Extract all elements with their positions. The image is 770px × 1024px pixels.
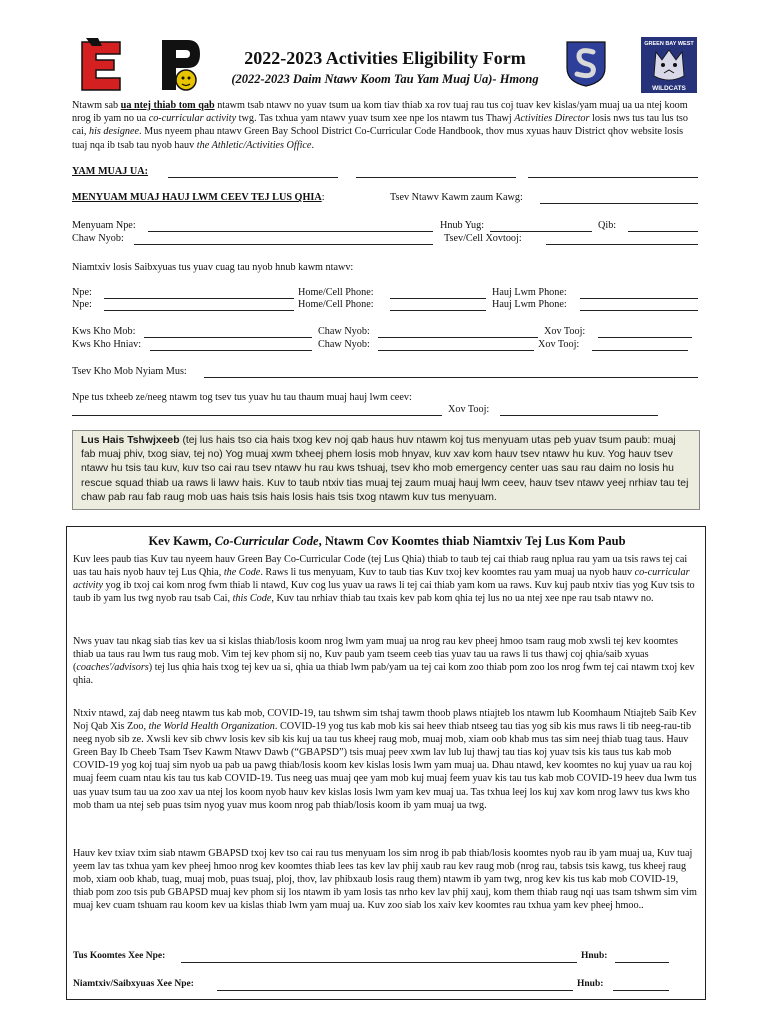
intro-text: . Mus nyeem phau ntawv Green Bay School District Co-Curricular Code Handbook, thov mus xyuas hauv District qhov website losis tuaj nqa ib tsab tau nyob hauv bbox=[72, 126, 684, 151]
code-title-part: Kev Kawm, bbox=[148, 534, 215, 548]
participant-date-label: Hnub: bbox=[581, 951, 608, 961]
intro-italic: Activities Director bbox=[514, 113, 590, 125]
relative-contact-field[interactable] bbox=[72, 406, 442, 416]
dentist-label: Kws Kho Hniav: bbox=[72, 339, 142, 350]
parent-signature-field[interactable] bbox=[217, 981, 573, 991]
last-school-label: Tsev Ntawv Kawm zaum Kawg: bbox=[390, 192, 523, 203]
hospital-row bbox=[72, 366, 700, 380]
para-text: . COVID-19 yog tus kab mob kis sai heev thiab ntseeg tau tias yog sib kis mus raws li tib neeg-rau-tib neeg nyob sib ze. Xwsli kev sib chwv losis kev sib kis kuj ua tau tus kheej raug mob, muaj mob, xiam oob khab mus tas sim neej thiab tuag taus. Hauv Green Bay Ib Cheeb Tsam Tsev Kawm Ntawv Dawb (“GBAPSD”) tsis muaj peev xwm lav lub luj thawj tau tias koj yuav tsis kis taus tus kab mob COVID-19 yog koj tuaj sim nyob ua pab ua pawg thiab/losis koom kev kislas losis lwm yam muaj ua. Dhau ntawd, kev koomtes no kuj yuav ua rau koj muaj feem cuam ntau kis tau tus kab COVID-19. Tus neeg uas muaj qee yam mob kuj muaj feem yuav kis tau tus kab mob COVID-19 heev dua lwm tus uas yuav tsum tau ua zoo xav ua ntej los koom nyob hauv kev kislas losis lwm yam kev muaj ua. Tas txhua leej los kuj xav kom nrog lawv tus kws kho mob tham ua ntej seb puas tsim nyog yuav mus koom nrog pab thiab/losis koom ib yam muaj ua twg. bbox=[73, 721, 697, 811]
parent-2-home-phone-field[interactable] bbox=[390, 301, 486, 311]
parent-2-name-field[interactable] bbox=[104, 301, 294, 311]
special-notes-title: Lus Hais Tshwjxeeb bbox=[81, 435, 180, 446]
parent-signature-row bbox=[73, 979, 699, 993]
dentist-phone-label: Xov Tooj: bbox=[538, 339, 580, 350]
dentist-row bbox=[72, 339, 700, 353]
student-info-header-row bbox=[72, 192, 700, 206]
hospital-label: Tsev Kho Mob Nyiam Mus: bbox=[72, 366, 187, 377]
code-title-part: , Ntawm Cov Koomtes thiab Niamtxiv Tej Lus Kom Paub bbox=[318, 534, 626, 548]
parent-1-name-label: Npe: bbox=[72, 287, 92, 298]
dentist-address-field[interactable] bbox=[378, 341, 534, 351]
doctor-label: Kws Kho Mob: bbox=[72, 326, 136, 337]
address-row bbox=[72, 233, 700, 247]
parent-1-home-phone-field[interactable] bbox=[390, 289, 486, 299]
relative-contact-row bbox=[72, 404, 700, 418]
code-paragraph-2 bbox=[73, 635, 699, 687]
code-paragraph-4: Hauv kev txiav txim siab ntawm GBAPSD txoj kev tso cai rau tus menyuam los sim nrog ib pab thiab/losis koomtes nyob rau ib yam muaj ua, Kuv tuaj yeem lav tas txhua yam kev pheej hmoo nrog kev koomtes thiab lees tas kev lav phij xaub rau kev raug mob (nrog rau, tabsis tsis kawg, tus kheej raug mob, xiam oob khab, tuag, muaj mob, puas tsuaj, ploj, thov, lav phibxaub losis raug them) ntawm ib yam twg, nrog kev kis tus kab mob COVID-19, thiab pom zoo tsis pub GBAPSD muaj kev phom sij los ntawm ib yam losis tas nrho kev lav phij xauj, kom them thiab raug nqi uas tsam tshwm sim vim muaj kev cuam tshuam rau koom kev ua kislas thiab lwm yam muaj ua. Kuv zoo siab los xaiv kev koomtes rau txhua yam kev pheej hmoo.. bbox=[73, 848, 697, 912]
co-curricular-code-box bbox=[66, 526, 706, 1000]
birthdate-label: Hnub Yug: bbox=[440, 220, 485, 231]
doctor-phone-field[interactable] bbox=[598, 328, 692, 338]
colon: : bbox=[321, 192, 325, 203]
para-text: . Raws li tus menyuam, Kuv to taub tias Kuv txoj kev koomtes rau yam muaj ua nyob hauv bbox=[260, 567, 635, 579]
doctor-address-field[interactable] bbox=[378, 328, 538, 338]
address-label: Chaw Nyob: bbox=[72, 233, 124, 244]
special-notes-box bbox=[72, 430, 700, 510]
parent-signature-label: Niamtxiv/Saibxyuas Xee Npe: bbox=[73, 979, 194, 989]
parent-1-work-phone-label: Hauj Lwm Phone: bbox=[492, 287, 567, 298]
student-info-header: MENYUAM MUAJ HAUJ LWM CEEV TEJ LUS QHIA bbox=[72, 192, 322, 203]
intro-emphasis: ua ntej thiab tom qab bbox=[120, 100, 215, 111]
parent-1-home-phone-label: Home/Cell Phone: bbox=[298, 287, 374, 298]
grade-field[interactable] bbox=[628, 222, 698, 232]
activity-label: YAM MUAJ UA: bbox=[72, 166, 149, 177]
doctor-field[interactable] bbox=[144, 328, 312, 338]
code-box-title bbox=[67, 534, 707, 549]
parent-1-work-phone-field[interactable] bbox=[580, 289, 698, 299]
parent-2-work-phone-field[interactable] bbox=[580, 301, 698, 311]
participant-signature-label: Tus Koomtes Xee Npe: bbox=[73, 951, 166, 961]
relative-phone-field[interactable] bbox=[500, 406, 658, 416]
dentist-address-label: Chaw Nyob: bbox=[318, 339, 370, 350]
grade-label: Qib: bbox=[598, 220, 617, 231]
e-logo-icon bbox=[78, 36, 124, 94]
last-school-field[interactable] bbox=[540, 194, 698, 204]
para-text: , Kuv tau nrhiav thiab tau txais kev pab kom qhia tej lus no ua ntej xee npe rau tsab ntawv no. bbox=[271, 593, 654, 605]
intro-paragraph bbox=[72, 99, 700, 152]
participant-date-field[interactable] bbox=[615, 953, 669, 963]
para-italic: the World Health Organization bbox=[148, 721, 275, 733]
form-subtitle: (2022-2023 Daim Ntawv Koom Tau Yam Muaj Ua)- Hmong bbox=[231, 72, 539, 86]
parent-1-name-field[interactable] bbox=[104, 289, 294, 299]
code-paragraph-3 bbox=[73, 707, 699, 812]
doctor-address-label: Chaw Nyob: bbox=[318, 326, 370, 337]
parent-contact-note: Niamtxiv losis Saibxyuas tus yuav cuag tau nyob hnub kawm ntawv: bbox=[72, 262, 354, 273]
parent-2-row bbox=[72, 299, 700, 313]
parent-2-work-phone-label: Hauj Lwm Phone: bbox=[492, 299, 567, 310]
para-italic: the Code bbox=[223, 567, 261, 579]
home-cell-phone-label: Tsev/Cell Xovtooj: bbox=[444, 233, 522, 244]
special-notes-text: (tej lus hais tso cia hais txog kev noj qab haus huv ntawm koj tus menyuam utas peb yuav tsum paub: muaj fab muaj phiv, txog siav, tej no) Yog muaj xwm txheej phem losis mob hnyav, kuv xav kom hauv tsev ntawv hu kuv. Yog hauv tsev ntawv hu tsis tau kuv, kuv tso cai rau tsev ntawv hu rau kws tshuaj, tsev kho mob emergency center uas sau rau daim no losis hu rescue squad thiab ua raws li lawv hais. Kuv to taub ntxiv tias muaj tej zaum muaj hauj lwm ceev, hauv tsev ntawv yeej nrhiav tau tej chaw pab rau fab raug mob uas hais tsis hais losis hais tsis txog ntawm kuv tus menyuam. bbox=[81, 435, 689, 503]
address-field[interactable] bbox=[134, 235, 433, 245]
intro-italic: the Athletic/Activities Office bbox=[196, 139, 312, 151]
intro-text: . bbox=[311, 139, 314, 151]
participant-signature-field[interactable] bbox=[181, 953, 577, 963]
form-title: 2022-2023 Activities Eligibility Form bbox=[244, 48, 526, 68]
para-text: ) tej lus qhia hais txog tej kev ua si, qhia ua thiab lwm pab/yam ua tej cai kom zoo thiab pom zoo los nrog fwm tej cai ntawm txoj kev qhia. bbox=[73, 662, 695, 687]
home-cell-phone-field[interactable] bbox=[546, 235, 698, 245]
green-bay-west-wildcats-logo-icon bbox=[640, 36, 698, 94]
svg-text:GREEN BAY WEST: GREEN BAY WEST bbox=[644, 41, 694, 47]
svg-text:WILDCATS: WILDCATS bbox=[652, 85, 686, 92]
dentist-phone-field[interactable] bbox=[592, 341, 688, 351]
para-italic: coaches'/advisors bbox=[76, 662, 149, 674]
parent-2-home-phone-label: Home/Cell Phone: bbox=[298, 299, 374, 310]
intro-italic: co-curricular activity bbox=[148, 113, 237, 125]
code-paragraph-1 bbox=[73, 553, 699, 605]
student-name-row bbox=[72, 220, 700, 234]
activity-row bbox=[72, 166, 700, 180]
para-text: Nws yuav tau nkag siab tias kev ua si kislas thiab/losis koom nrog lwm yam muaj ua nrog rau kev pheej hmoo tsam raug mob xwsli tej kev koomtes thiab ua taus rau lwm tus raug mob. Vim tej kev phom sij no, Kuv paub yam tseem ceeb tias yuav tau ua raws li tus thawj coj qhia/saib xyuas ( bbox=[73, 636, 678, 674]
intro-text: losis nws tus tau lus tso cai, bbox=[72, 113, 688, 138]
activity-field-2[interactable] bbox=[356, 168, 516, 178]
intro-italic: his designee bbox=[88, 126, 140, 138]
code-title-italic: Co-Curricular Code bbox=[214, 534, 319, 548]
birthdate-field[interactable] bbox=[490, 222, 592, 232]
parent-date-label: Hnub: bbox=[577, 979, 604, 989]
dentist-field[interactable] bbox=[150, 341, 312, 351]
intro-text: ntawm tsab ntawv no yuav tsum ua kom tiav thiab xa rov tuaj rau tus coj tuav kev kislas/yam muaj ua ua ntej koom nrog ib yam no ua bbox=[72, 100, 688, 125]
para-text: Kuv lees paub tias Kuv tau nyeem hauv Green Bay Co-Curricular Code (tej Lus Qhia) thiab to taub tej cai thiab raug nplua rau yam ua tsis raws tej cai uas tau hais nyob hauv tej Lus Qhia, bbox=[73, 554, 688, 579]
parent-2-name-label: Npe: bbox=[72, 299, 92, 310]
doctor-phone-label: Xov Tooj: bbox=[544, 326, 586, 337]
activity-field-1[interactable] bbox=[168, 168, 338, 178]
relative-contact-note: Npe tus txheeb ze/neeg ntawm tog tsev tus yuav hu tau thaum muaj hauj lwm ceev: bbox=[72, 392, 412, 403]
activity-field-3[interactable] bbox=[528, 168, 698, 178]
hospital-field[interactable] bbox=[204, 368, 698, 378]
para-italic: this Code bbox=[232, 593, 272, 605]
parent-date-field[interactable] bbox=[613, 981, 669, 991]
intro-text: twg. Tas txhua yam ntawv yuav tsum xee npe los ntawm tus Thawj bbox=[236, 113, 515, 125]
participant-signature-row bbox=[73, 951, 699, 965]
para-italic: co-curricular activity bbox=[73, 567, 690, 592]
para-text: yog ib txoj cai kom nrog fwm thiab li ntawd, Kuv cog lus yuav ua raws li tej cai thiab yam kom ua raws. Kuv kuj paub ntxiv tias yog Kuv tsis to taub ib yam lus twg nyob rau tsab Cai, bbox=[73, 580, 695, 605]
doctor-row bbox=[72, 326, 700, 340]
student-name-field[interactable] bbox=[148, 222, 433, 232]
student-name-label: Menyuam Npe: bbox=[72, 220, 136, 231]
para-text: Ntxiv ntawd, zaj dab neeg ntawm tus kab mob, COVID-19, tau tshwm sim tshaj tawm thoob plaws ntiajteb los ntawm lub Koomhaum Ntiajteb Saib Kev Noj Qab Xis Zoo, bbox=[73, 708, 697, 733]
relative-phone-label: Xov Tooj: bbox=[448, 404, 490, 415]
intro-text: Ntawm sab bbox=[72, 100, 121, 111]
